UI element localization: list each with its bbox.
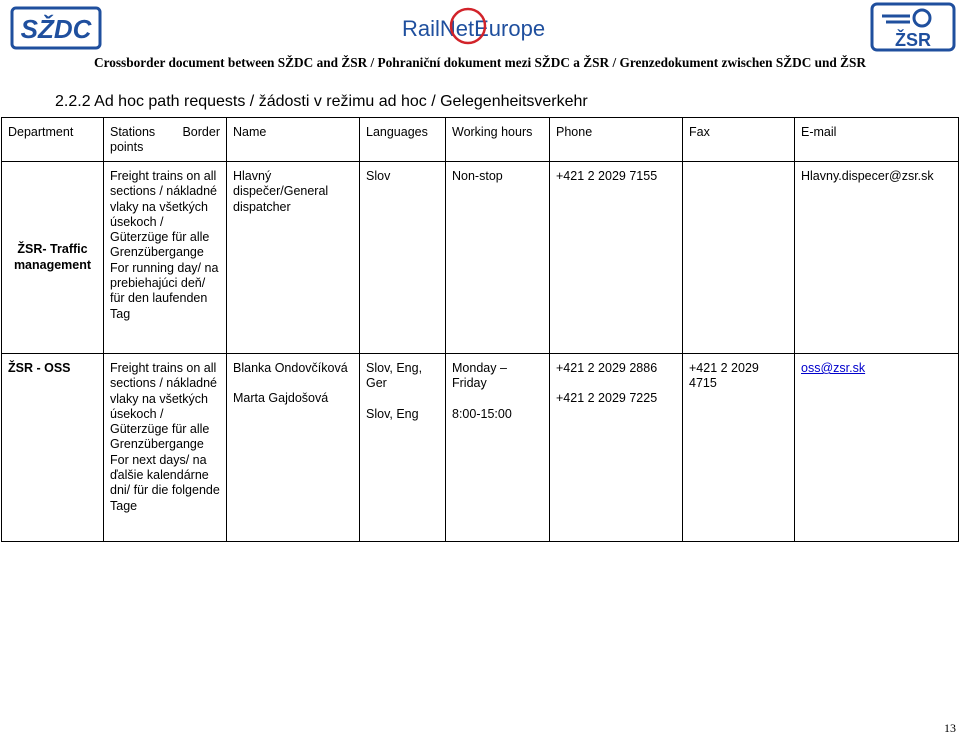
szdc-logo-text: SŽDC: [20, 14, 92, 44]
row2-phone: [550, 354, 683, 542]
header-name: Name: [227, 118, 360, 162]
section-title: 2.2.2 Ad hoc path requests / žádosti v režimu ad hoc / Gelegenheitsverkehr: [55, 93, 588, 110]
running-head: Crossborder document between SŽDC and ŽSR / Pohraniční dokument mezi SŽDC a ŽSR / Grenzedokument zwischen SŽDC und ŽSR: [93, 55, 867, 70]
table-row: [2, 354, 959, 542]
table-header-row: [2, 118, 959, 162]
zsr-logo: [870, 2, 956, 52]
row2-languages-1: Slov, Eng, Ger: [366, 361, 423, 391]
zsr-logo-text: ŽSR: [895, 30, 931, 50]
row1-working-hours: Non-stop: [446, 162, 550, 354]
header-stations: Stations: [110, 125, 156, 139]
row2-languages-2: Slov, Eng: [366, 406, 419, 421]
row1-phone: +421 2 2029 7155: [550, 162, 683, 354]
row2-email: [795, 354, 959, 542]
header-stations-border: [104, 118, 227, 162]
header-fax: Fax: [683, 118, 795, 162]
rne-logo: [402, 4, 562, 46]
header-border: Border: [182, 125, 220, 139]
row2-phone-1: +421 2 2029 2886: [556, 361, 658, 375]
szdc-logo: [10, 6, 102, 50]
row2-languages: [360, 354, 446, 542]
row2-phone-2: +421 2 2029 7225: [556, 391, 658, 406]
contacts-table: [1, 117, 959, 542]
header-points: points: [110, 140, 144, 155]
header-phone: Phone: [550, 118, 683, 162]
page-number: 13: [944, 721, 956, 735]
oss-email-link[interactable]: oss@zsr.sk: [801, 361, 866, 375]
row2-working-hours-2: 8:00-15:00: [452, 406, 512, 421]
row1-department: ŽSR- Traffic management: [2, 162, 104, 354]
header-working-hours: Working hours: [446, 118, 550, 162]
row2-name-1: Blanka Ondovčíková: [233, 361, 348, 375]
row1-fax: [683, 162, 795, 354]
row1-email: Hlavny.dispecer@zsr.sk: [795, 162, 959, 354]
row2-department: ŽSR - OSS: [2, 354, 104, 542]
header-languages: Languages: [360, 118, 446, 162]
row2-working-hours: [446, 354, 550, 542]
row1-name: Hlavný dispečer/General dispatcher: [227, 162, 360, 354]
header-department: Department: [2, 118, 104, 162]
rne-logo-text: RailNetEurope: [402, 16, 546, 41]
row2-working-hours-1: Monday – Friday: [452, 361, 507, 391]
row2-stations: Freight trains on all sections / nákladné vlaky na všetkých úsekoch / Güterzüge für alle Grenzübergange For next days/ na ďalšie kalendárne dni/ für die folgende Tage: [104, 354, 227, 542]
table-row: [2, 162, 959, 354]
row2-name: [227, 354, 360, 542]
header-email: E-mail: [795, 118, 959, 162]
row1-languages: Slov: [360, 162, 446, 354]
row2-fax: +421 2 2029 4715: [683, 354, 795, 542]
row1-stations: Freight trains on all sections / nákladné vlaky na všetkých úsekoch / Güterzüge für alle Grenzübergange For running day/ na prebiehajúci deň/ für den laufenden Tag: [104, 162, 227, 354]
row2-name-2: Marta Gajdošová: [233, 391, 329, 406]
